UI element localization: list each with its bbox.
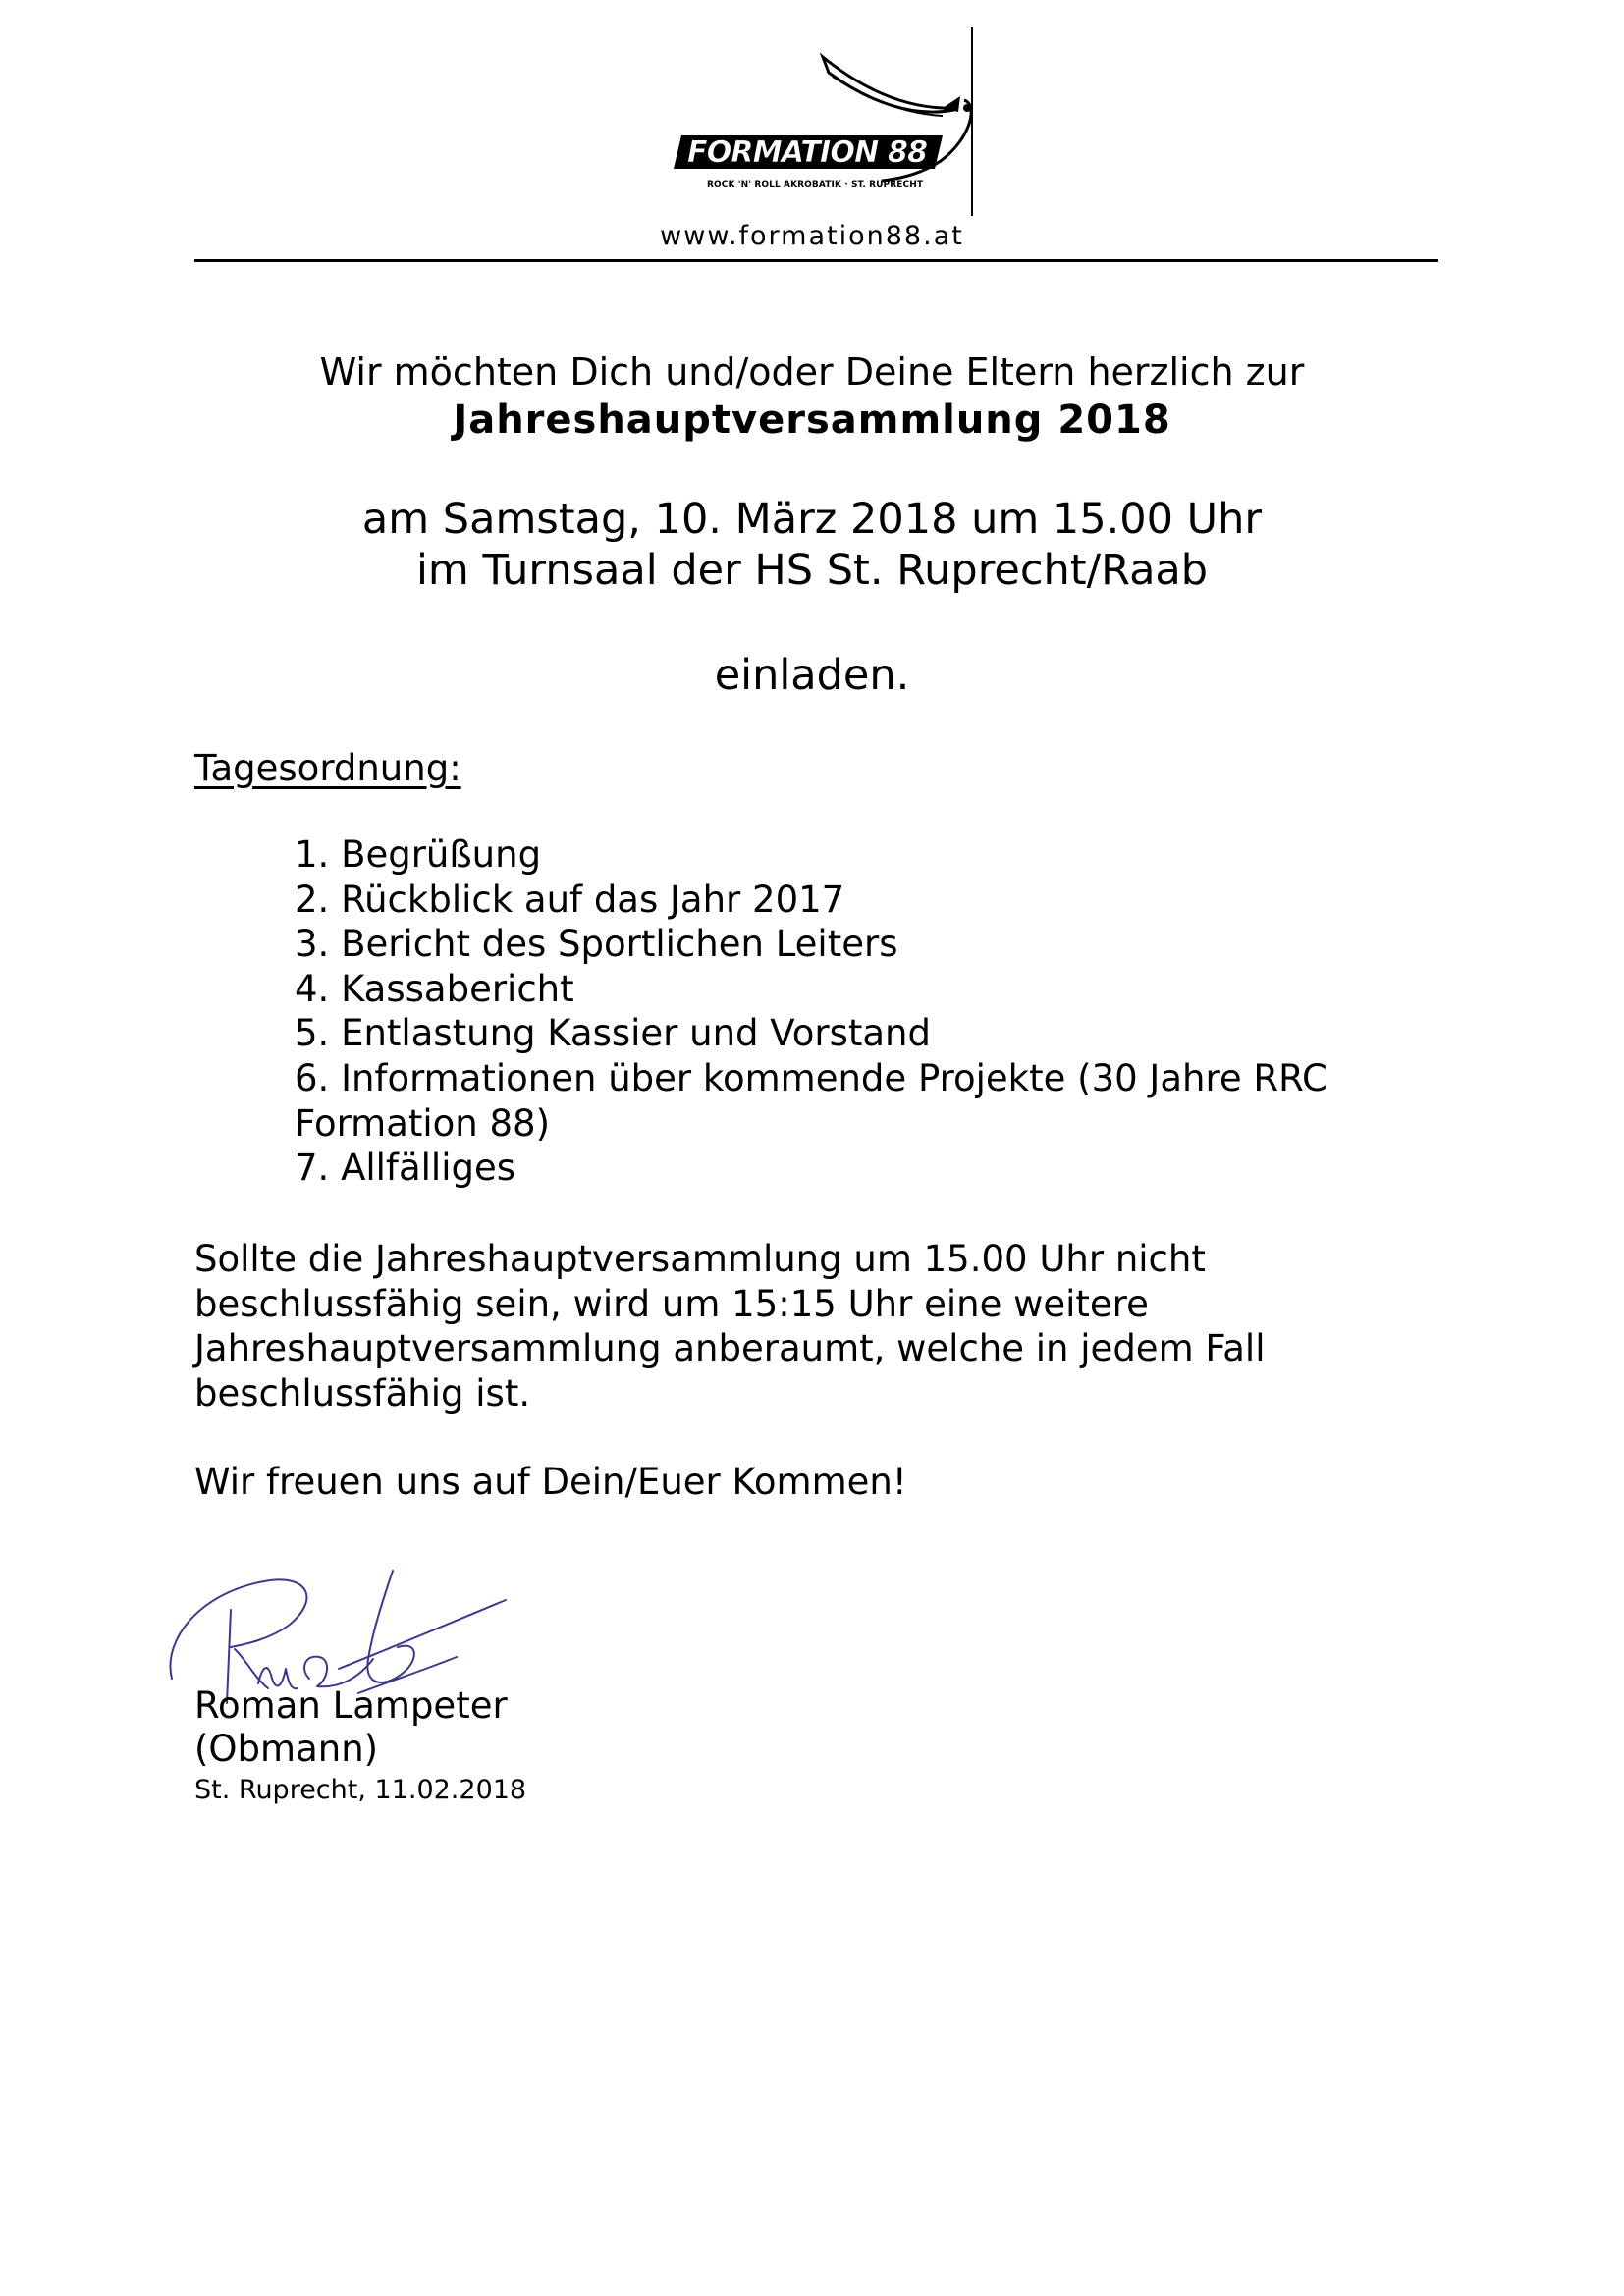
place-and-date: St. Ruprecht, 11.02.2018 (194, 1775, 527, 1805)
event-location: im Turnsaal der HS St. Ruprecht/Raab (415, 546, 1209, 595)
agenda-list (295, 832, 1424, 1191)
event-date: am Samstag, 10. März 2018 um 15.00 Uhr (361, 495, 1263, 544)
invitation-verb: einladen. (714, 651, 910, 700)
agenda-item: 7. Allfälliges (295, 1147, 515, 1190)
header-divider (194, 259, 1438, 262)
agenda-item: 6. Informationen über kommende Projekte (30 Jahre RRC Formation 88) (295, 1056, 1327, 1145)
website-url: www.formation88.at (660, 221, 964, 251)
svg-text:ROCK 'N' ROLL AKROBATIK · ST.: ROCK 'N' ROLL AKROBATIK · ST. RUPRECHT (707, 180, 923, 189)
agenda-item: 5. Entlastung Kassier und Vorstand (295, 1012, 931, 1055)
agenda-item: 2. Rückblick auf das Jahr 2017 (295, 878, 845, 921)
agenda-item: 4. Kassabericht (295, 967, 574, 1010)
agenda-item: 3. Bericht des Sportlichen Leiters (295, 923, 898, 966)
svg-text:FORMATION 88: FORMATION 88 (687, 135, 928, 170)
agenda-heading: Tagesordnung: (194, 747, 461, 789)
signer-name: Roman Lampeter (194, 1684, 508, 1727)
letterhead (0, 0, 1624, 265)
signer-role: (Obmann) (194, 1728, 379, 1770)
agenda-item: 1. Begrüßung (295, 833, 542, 876)
closing-line: Wir freuen uns auf Dein/Euer Kommen! (194, 1461, 907, 1503)
invitation-intro: Wir möchten Dich und/oder Deine Eltern herzlich zur (319, 350, 1305, 394)
event-title: Jahreshauptversammlung 2018 (453, 398, 1171, 443)
quorum-notice: Sollte die Jahreshauptversammlung um 15.00 Uhr nicht beschlussfähig sein, wird um 15:15 Uhr eine weitere Jahreshauptversammlung anberaumt, welche in jedem Fall beschlussfähig ist. (194, 1238, 1266, 1415)
header-vertical-rule (971, 27, 973, 216)
formation88-logo (648, 39, 992, 206)
